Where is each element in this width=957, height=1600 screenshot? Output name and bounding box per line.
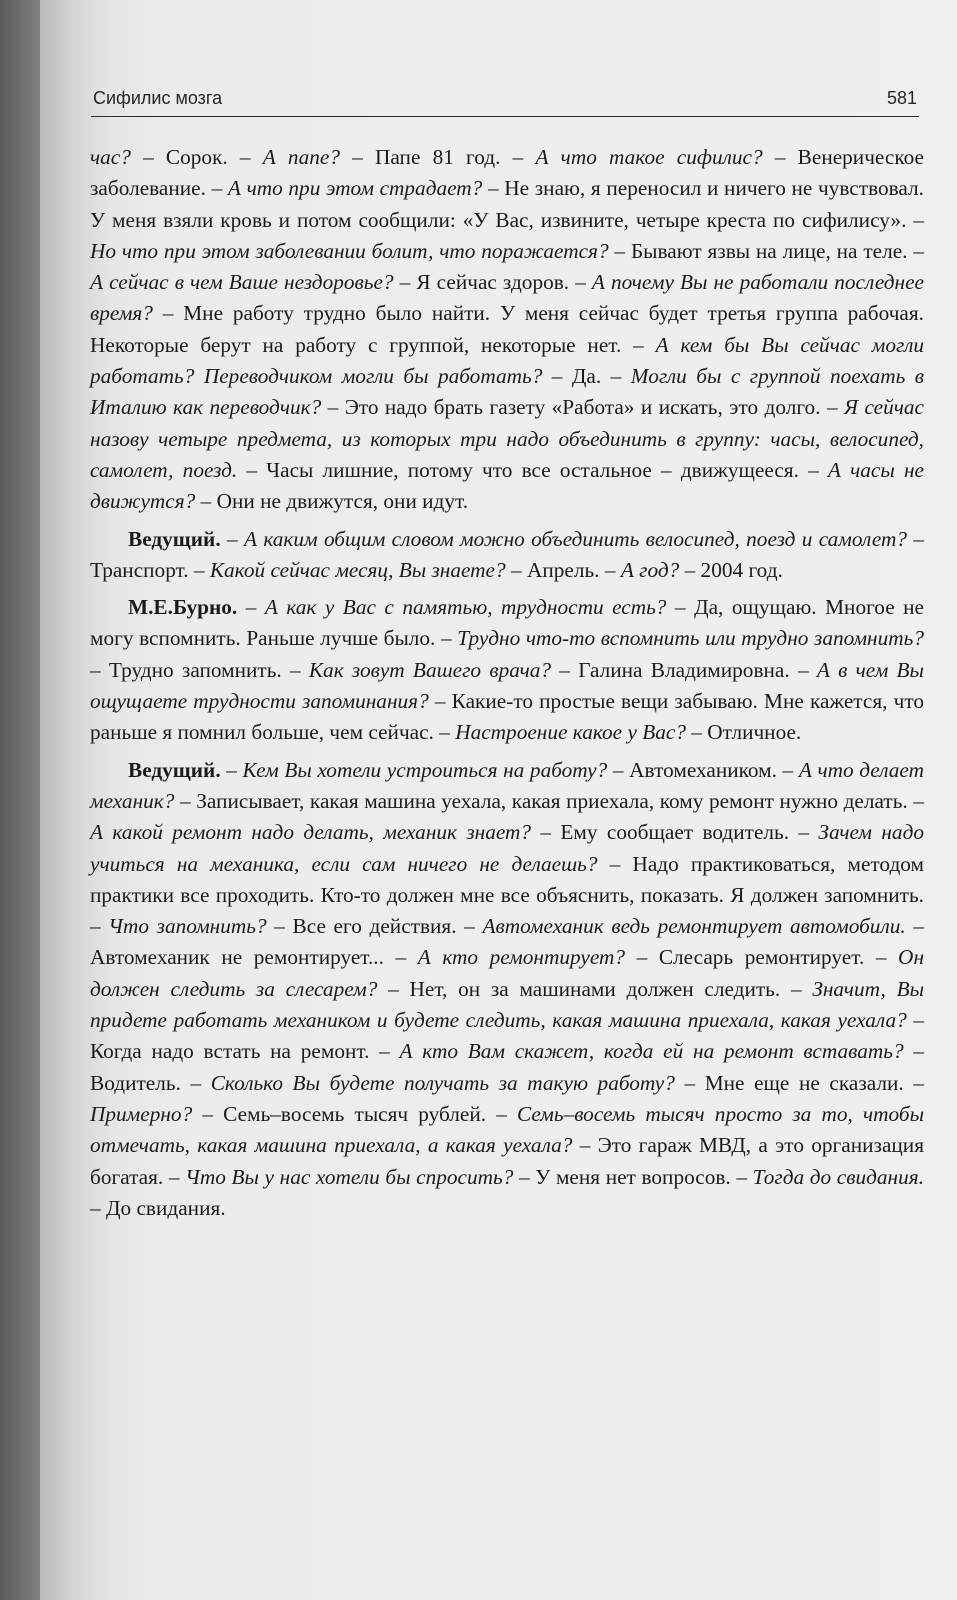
speaker-name: М.Е.Бурно. [128,595,238,620]
question-text: – А что такое сифилис? – [512,145,798,169]
answer-text: Нет, он за машинами должен следить. [409,976,791,1001]
question-text: – Автомеханик ведь ремонтирует автомобили. – [464,914,925,939]
answer-text: Надо практиковаться, методом практики все проходить. Кто-то должен мне все объяснить, показать. Я должен запомнить. [90,851,925,907]
question-text: – А сейчас в чем Ваше нездоровье? – [90,238,924,295]
question-text: час? – [90,145,166,169]
page-number: 581 [886,88,917,108]
paragraph [90,524,924,587]
question-text: – Но что при этом заболевании болит, что поражается? – [90,207,924,263]
answer-text: Автомеханик не ремонтирует... [90,945,396,970]
question-text: – А какой ремонт надо делать, механик знает? – [90,788,924,845]
paragraph [90,755,924,1224]
answer-text: Записывает, какая машина уехала, какая приехала, кому ремонт нужно делать. [196,788,914,813]
question-text: – Что Вы у нас хотели бы спросить? – [168,1164,536,1189]
question-text: – Могли бы с группой поехать в Италию как переводчик? – [90,364,925,420]
paragraph [90,142,924,518]
answer-text: Это надо брать газету «Работа» и искать, это долго. [344,395,827,420]
answer-text: Я сейчас здоров. [416,270,576,295]
answer-text: Слесарь ремонтирует. [658,945,876,970]
question-text: – Какой сейчас месяц, Вы знаете? – [193,557,527,582]
question-text: – А кто ремонтирует? – [395,945,659,970]
question-text: – Кем Вы хотели устроиться на работу? – [220,757,630,782]
question-text: – А год? – [604,557,701,582]
question-text: – А каким общим словом можно объединить велосипед, поезд и самолет? – [220,526,924,551]
question-text: – Трудно что-то вспомнить или трудно запомнить? – [90,626,924,682]
body-text [90,142,924,1224]
answer-text: Автомехаником. [629,757,783,782]
answer-text: Водитель. [90,1070,191,1095]
question-text: – Настроение какое у Вас? – [439,720,708,745]
chapter-title: Сифилис мозга [93,88,223,108]
question-text: – Как зовут Вашего врача? – [290,657,579,682]
question-text: – А папе? – [239,145,375,169]
question-text: – А почему Вы не работали последнее время? – [90,270,924,326]
answer-text: У меня нет вопросов. [535,1164,737,1189]
paragraph [90,592,924,748]
answer-text: Ему сообщает водитель. [560,820,799,845]
answer-text: Транспорт. [90,557,194,582]
question-text: – А как у Вас с памятью, трудности есть? – [237,595,695,620]
question-text: – А что делает механик? – [90,757,924,813]
answer-text: Галина Владимировна. [578,657,798,682]
answer-text: Трудно запомнить. [108,657,291,682]
book-page [40,0,957,1600]
question-text: – А кто Вам скажет, когда ей на ремонт вставать? – [379,1039,924,1064]
answer-text: Когда надо встать на ремонт. [90,1039,380,1064]
answer-text: Семь–восемь тысяч рублей. [223,1101,497,1126]
answer-text: Венерическое заболевание. [90,145,924,201]
question-text: – Значит, Вы придете работать механиком и будете следить, какая машина приехала, какая уехала? – [90,976,925,1033]
speaker-name: Ведущий. [128,526,221,551]
answer-text: Это гараж МВД, а это организация богатая. [90,1133,924,1189]
question-text: – А в чем Вы ощущаете трудности запоминания? – [90,657,924,714]
answer-text: Да. [571,364,611,389]
answer-text: Не знаю, я переносил и ничего не чувствовал. У меня взяли кровь и потом сообщили: «У Вас, извините, четыре креста по сифилису». [90,176,924,232]
speaker-name: Ведущий. [128,757,221,782]
question-text: – Я сейчас назову четыре предмета, из которых три надо объединить в группу: часы, велосипед, самолет, поезд. – [90,395,924,482]
question-text: – А кем бы Вы сейчас могли работать? Переводчиком могли бы работать? – [90,332,924,389]
question-text: – Зачем надо учиться на механика, если сам ничего не делаешь? – [90,820,924,876]
running-head [91,86,919,117]
answer-text: Мне еще не сказали. [704,1070,914,1095]
question-text: – Семь–восемь тысяч просто за то, чтобы отмечать, какая машина приехала, а какая уехала? – [90,1101,924,1158]
question-text: – Что запомнить? – [90,914,293,939]
answer-text: Часы лишние, потому что все остальное – движущееся. [266,457,809,482]
question-text: – Тогда до свидания. – [90,1164,924,1220]
answer-text: 2004 год. [700,557,783,582]
question-text: – Сколько Вы будете получать за такую работу? – [190,1070,705,1095]
answer-text: Они не движутся, они идут. [216,489,469,514]
question-text: – Он должен следить за слесарем? – [90,945,925,1001]
answer-text: Сорок. [165,145,240,169]
answer-text: До свидания. [105,1195,226,1220]
answer-text: Все его действия. [292,914,465,939]
answer-text: Отличное. [707,720,802,745]
answer-text: Бывают язвы на лице, на теле. [630,238,914,263]
question-text: – А что при этом страдает? – [211,176,505,201]
answer-text: Да, ощущаю. Многое не могу вспомнить. Раньше лучше было. [90,595,924,651]
question-text: – Примерно? – [90,1070,924,1126]
question-text: – А часы не движутся? – [90,457,924,514]
answer-text: Мне работу трудно было найти. У меня сейчас будет третья группа рабочая. Некоторые берут на работу с группой, некоторые нет. [90,301,924,357]
answer-text: Апрель. [526,557,605,582]
answer-text: Какие-то простые вещи забываю. Мне кажется, что раньше я помнил больше, чем сейчас. [90,689,924,745]
answer-text: Папе 81 год. [375,145,513,169]
